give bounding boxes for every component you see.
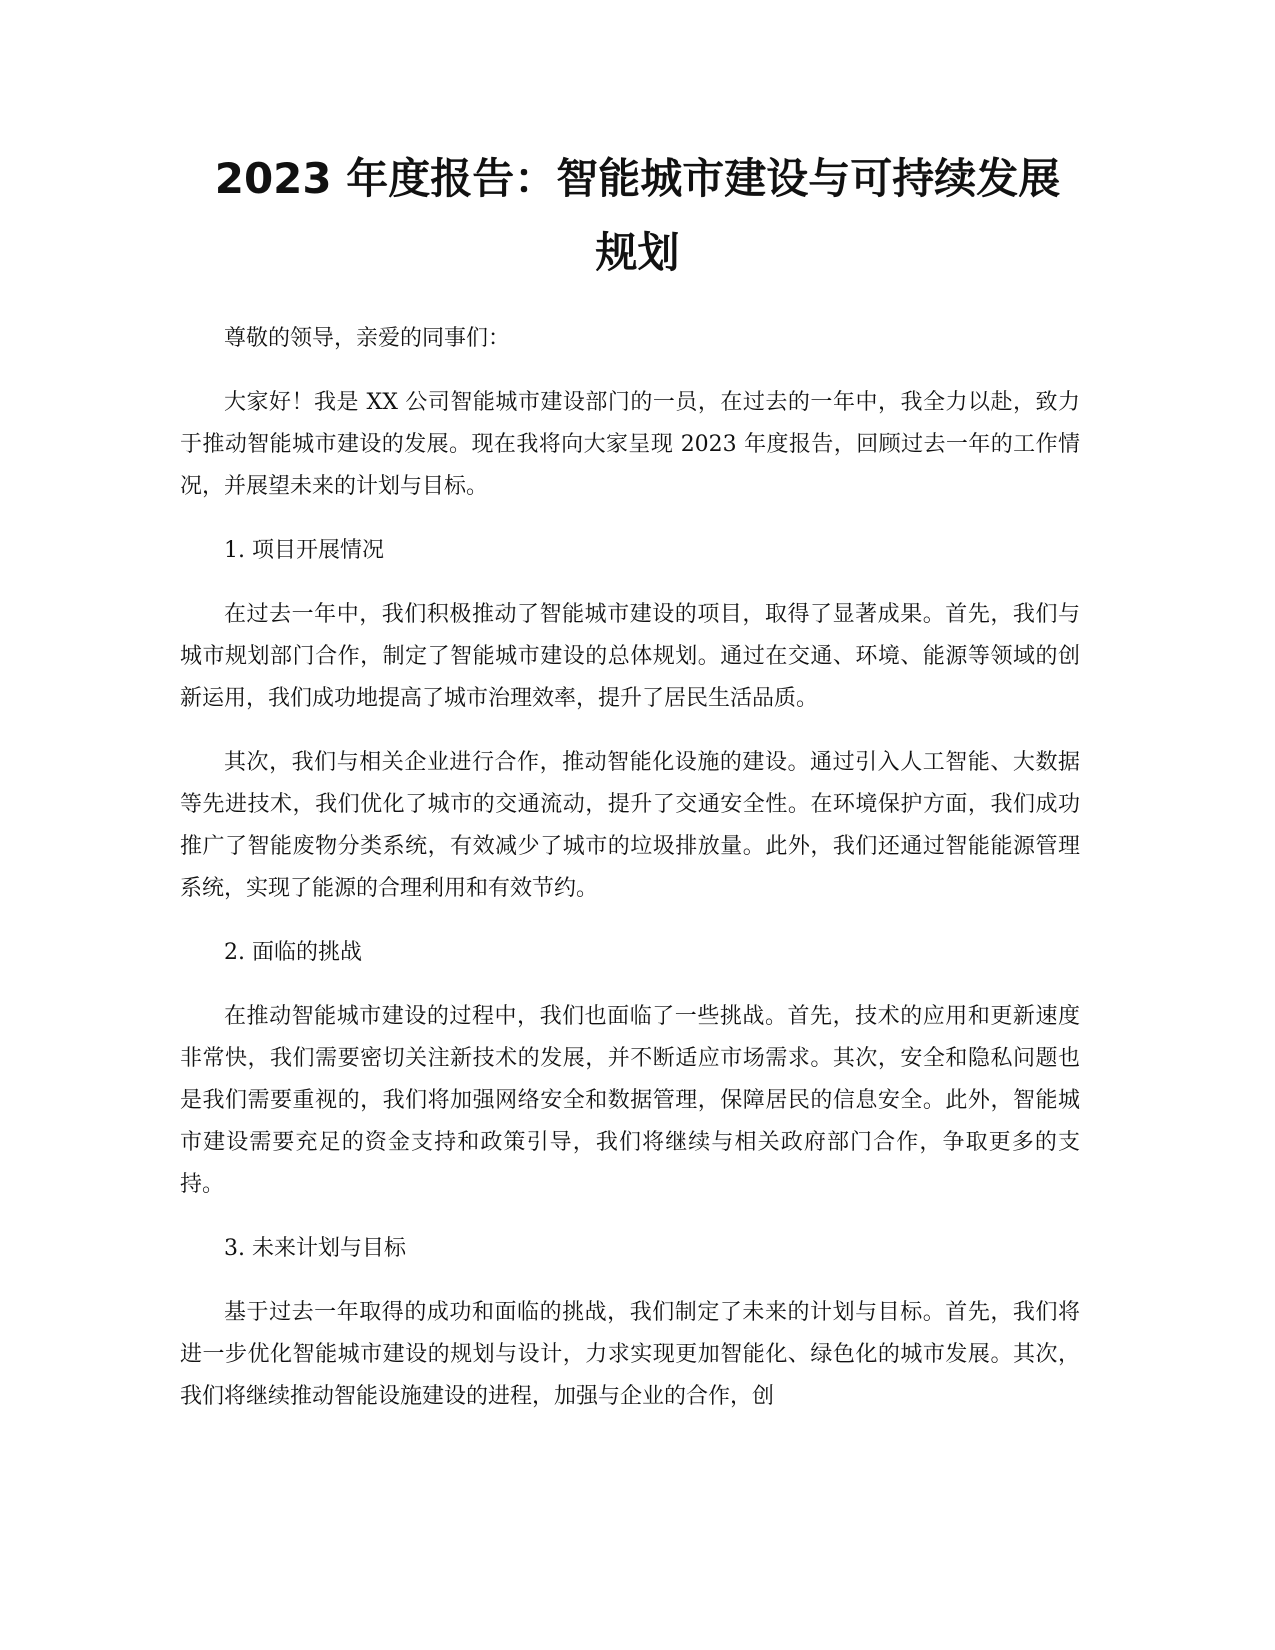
intro-paragraph: 大家好！我是 XX 公司智能城市建设部门的一员，在过去的一年中，我全力以赴，致力于推动智能城市建设的发展。现在我将向大家呈现 2023 年度报告，回顾过去一年的工作情况，并展望未来的计划与目标。 <box>180 390 1080 499</box>
title-line-2: 规划 <box>595 228 680 277</box>
document-body <box>180 318 1080 1440</box>
title-line-1: 2023 年度报告：智能城市建设与可持续发展 <box>214 154 1061 203</box>
section-3-paragraph-1: 基于过去一年取得的成功和面临的挑战，我们制定了未来的计划与目标。首先，我们将进一步优化智能城市建设的规划与设计，力求实现更加智能化、绿色化的城市发展。其次，我们将继续推动智能设施建设的进程，加强与企业的合作，创 <box>180 1300 1080 1409</box>
section-heading-3: 3. 未来计划与目标 <box>224 1236 406 1261</box>
document-title <box>150 142 1125 290</box>
section-1-paragraph-2: 其次，我们与相关企业进行合作，推动智能化设施的建设。通过引入人工智能、大数据等先进技术，我们优化了城市的交通流动，提升了交通安全性。在环境保护方面，我们成功推广了智能废物分类系统，有效减少了城市的垃圾排放量。此外，我们还通过智能能源管理系统，实现了能源的合理利用和有效节约。 <box>180 750 1080 901</box>
section-heading-1: 1. 项目开展情况 <box>224 538 384 563</box>
section-1-paragraph-1: 在过去一年中，我们积极推动了智能城市建设的项目，取得了显著成果。首先，我们与城市规划部门合作，制定了智能城市建设的总体规划。通过在交通、环境、能源等领域的创新运用，我们成功地提高了城市治理效率，提升了居民生活品质。 <box>180 602 1080 711</box>
section-2-paragraph-1: 在推动智能城市建设的过程中，我们也面临了一些挑战。首先，技术的应用和更新速度非常快，我们需要密切关注新技术的发展，并不断适应市场需求。其次，安全和隐私问题也是我们需要重视的，我们将加强网络安全和数据管理，保障居民的信息安全。此外，智能城市建设需要充足的资金支持和政策引导，我们将继续与相关政府部门合作，争取更多的支持。 <box>180 1004 1080 1197</box>
section-heading-2: 2. 面临的挑战 <box>224 940 362 965</box>
greeting: 尊敬的领导，亲爱的同事们： <box>224 326 511 351</box>
